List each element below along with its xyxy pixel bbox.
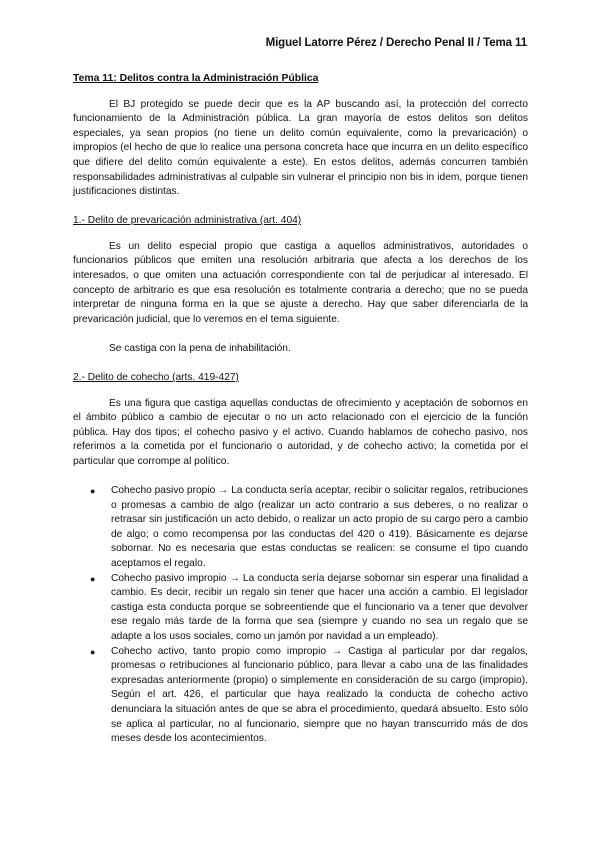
list-item-text: Cohecho pasivo propio → La conducta sería aceptar, recibir o solicitar regalos, retribuciones o promesas a cambio de algo (realizar un acto contrario a sus deberes, o no realizar o retrasar sin justificación un acto debido, o realizar un acto propio de su cargo pero a cambio de algo; o como recompensa por las conductas del 420 o 419). Básicamente es dejarse sobornar. No es necesaria que estas conductas se realicen: se consume el tipo cuando aceptamos el regalo. <box>111 485 528 570</box>
bullet-icon: ● <box>90 646 96 657</box>
section-1-title: 1.- Delito de prevaricación administrativa (art. 404) <box>73 215 302 227</box>
list-item-text: Cohecho pasivo impropio → La conducta sería dejarse sobornar sin esperar una finalidad a cambio. Es decir, recibir un regalo sin tener que hacer una acción a cambio. El legislador castiga esta conducta porque se sobreentiende que el funcionario va a tener que devolver ese regalo más tarde de la forma que sea (siempre y cuando no sea un regalo que se adapte a los usos sociales, como un jamón por navidad a un empleado). <box>111 572 528 642</box>
section-2-paragraph-1: Es una figura que castiga aquellas conductas de ofrecimiento y aceptación de sobornos en el ámbito público a cambio de ejecutar o no un acto relacionado con el ejercicio de la función pública. Hay dos tipos; el cohecho pasivo y el activo. Cuando hablamos de cohecho pasivo, nos referimos a la cometida por el funcionario o autoridad, y de cohecho activo; la cometida por el particular que corrompe al político. <box>73 397 528 467</box>
section-2-title: 2.- Delito de cohecho (arts. 419-427) <box>73 372 239 383</box>
list-item <box>73 484 528 572</box>
intro-paragraph: El BJ protegido se puede decir que es la AP buscando así, la protección del correcto funcionamiento de la Administración pública. La gran mayoría de estos delitos son delitos especiales, ya sean propios (no tiene un delito común equivalente, como la prevaricación) o impropios (el hecho de que lo realice una persona concreta hace que incurra en un delito específico que difiere del delito común equivalente a este). En estos delitos, además concurren también responsabilidades administrativas al culpable sin vulnerar el principio non bis in idem, porque tienen justificaciones distintas. <box>73 98 528 198</box>
bullet-list <box>73 484 528 747</box>
list-item <box>73 645 528 747</box>
list-item <box>73 572 528 645</box>
bullet-icon: ● <box>90 573 96 584</box>
section-1-paragraph-2: Se castiga con la pena de inhabilitación. <box>109 342 291 354</box>
document-title: Tema 11: Delitos contra la Administración Pública <box>73 73 319 84</box>
page-header: Miguel Latorre Pérez / Derecho Penal II / Tema 11 <box>265 37 527 49</box>
section-1-paragraph-1: Es un delito especial propio que castiga a aquellos administrativos, autoridades o funcionarios públicos que emiten una resolución arbitraria que afecta a los derechos de los interesados, o que omiten una actuación correspondiente con tal de perjudicar al interesado. El concepto de arbitrario es que esa resolución es totalmente contraria a derecho; que no se pueda interpretar de ninguna forma en la que se ajuste a derecho. Hay que saber diferenciarla de la prevaricación judicial, que lo veremos en el tema siguiente. <box>73 240 528 325</box>
list-item-text: Cohecho activo, tanto propio como impropio → Castiga al particular por dar regalos, promesas o retribuciones al funcionario público, para llevar a cabo una de las finalidades expresadas anteriormente (propio) o simplemente en consideración de su cargo (impropio). Según el art. 426, el particular que haya realizado la conducta de cohecho activo denunciara la situación antes de que se abra el procedimiento, quedará absuelto. Esto sólo se aplica al particular, no al funcionario, siempre que no hayan transcurrido más de dos meses desde los acontecimientos. <box>111 645 528 745</box>
bullet-icon: ● <box>90 486 96 497</box>
document-body <box>73 72 528 747</box>
